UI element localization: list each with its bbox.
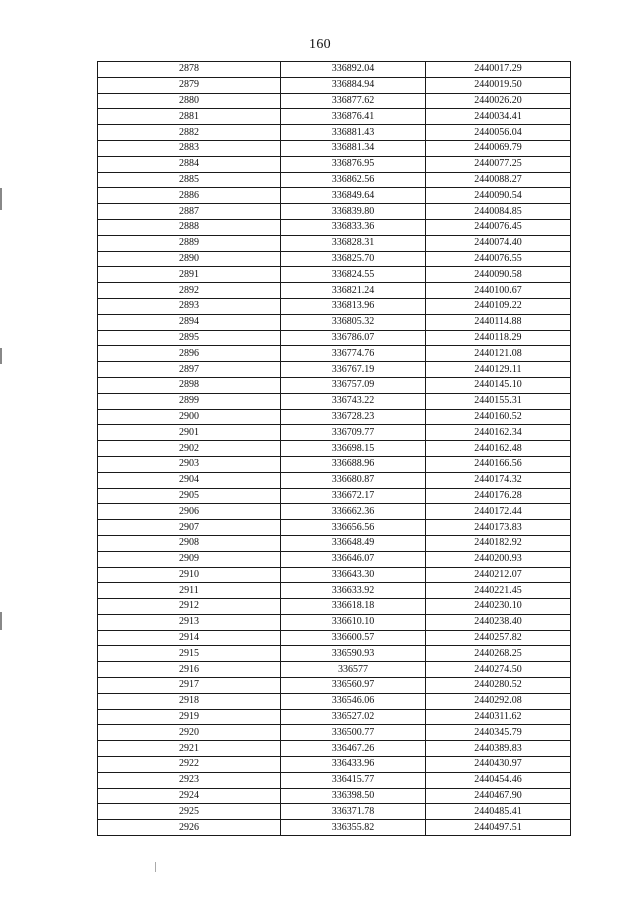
- table-row: [98, 630, 571, 646]
- table-row: [98, 709, 571, 725]
- x-coordinate-cell: 336877.62: [281, 93, 426, 109]
- x-coordinate-cell: 336821.24: [281, 283, 426, 299]
- x-coordinate-cell: 336433.96: [281, 757, 426, 773]
- table-row: [98, 140, 571, 156]
- y-coordinate-cell: 2440090.54: [426, 188, 571, 204]
- x-coordinate-cell: 336680.87: [281, 472, 426, 488]
- point-number-cell: 2909: [98, 551, 281, 567]
- x-coordinate-cell: 336618.18: [281, 599, 426, 615]
- y-coordinate-cell: 2440088.27: [426, 172, 571, 188]
- table-row: [98, 520, 571, 536]
- point-number-cell: 2908: [98, 535, 281, 551]
- left-edge-mark: [0, 188, 2, 210]
- table-row: [98, 283, 571, 299]
- x-coordinate-cell: 336527.02: [281, 709, 426, 725]
- table-row: [98, 267, 571, 283]
- point-number-cell: 2888: [98, 219, 281, 235]
- y-coordinate-cell: 2440084.85: [426, 204, 571, 220]
- point-number-cell: 2915: [98, 646, 281, 662]
- table-row: [98, 567, 571, 583]
- x-coordinate-cell: 336833.36: [281, 219, 426, 235]
- y-coordinate-cell: 2440121.08: [426, 346, 571, 362]
- point-number-cell: 2891: [98, 267, 281, 283]
- table-row: [98, 772, 571, 788]
- x-coordinate-cell: 336757.09: [281, 377, 426, 393]
- table-row: [98, 646, 571, 662]
- point-number-cell: 2897: [98, 362, 281, 378]
- point-number-cell: 2880: [98, 93, 281, 109]
- point-number-cell: 2914: [98, 630, 281, 646]
- point-number-cell: 2884: [98, 156, 281, 172]
- point-number-cell: 2900: [98, 409, 281, 425]
- point-number-cell: 2882: [98, 125, 281, 141]
- table-row: [98, 693, 571, 709]
- x-coordinate-cell: 336500.77: [281, 725, 426, 741]
- point-number-cell: 2917: [98, 678, 281, 694]
- point-number-cell: 2898: [98, 377, 281, 393]
- table-row: [98, 93, 571, 109]
- y-coordinate-cell: 2440166.56: [426, 456, 571, 472]
- point-number-cell: 2889: [98, 235, 281, 251]
- table-row: [98, 599, 571, 615]
- x-coordinate-cell: 336825.70: [281, 251, 426, 267]
- y-coordinate-cell: 2440292.08: [426, 693, 571, 709]
- table-row: [98, 362, 571, 378]
- point-number-cell: 2899: [98, 393, 281, 409]
- x-coordinate-cell: 336577: [281, 662, 426, 678]
- point-number-cell: 2879: [98, 77, 281, 93]
- y-coordinate-cell: 2440238.40: [426, 614, 571, 630]
- y-coordinate-cell: 2440485.41: [426, 804, 571, 820]
- x-coordinate-cell: 336560.97: [281, 678, 426, 694]
- point-number-cell: 2911: [98, 583, 281, 599]
- y-coordinate-cell: 2440280.52: [426, 678, 571, 694]
- table-row: [98, 741, 571, 757]
- table-row: [98, 504, 571, 520]
- table-row: [98, 125, 571, 141]
- table-row: [98, 204, 571, 220]
- table-row: [98, 551, 571, 567]
- table-row: [98, 172, 571, 188]
- y-coordinate-cell: 2440076.55: [426, 251, 571, 267]
- scan-tick-mark: [155, 862, 156, 872]
- table-row: [98, 346, 571, 362]
- y-coordinate-cell: 2440077.25: [426, 156, 571, 172]
- table-row: [98, 251, 571, 267]
- x-coordinate-cell: 336849.64: [281, 188, 426, 204]
- x-coordinate-cell: 336881.34: [281, 140, 426, 156]
- table-row: [98, 472, 571, 488]
- table-row: [98, 804, 571, 820]
- y-coordinate-cell: 2440174.32: [426, 472, 571, 488]
- table-row: [98, 456, 571, 472]
- point-number-cell: 2923: [98, 772, 281, 788]
- x-coordinate-cell: 336767.19: [281, 362, 426, 378]
- table-row: [98, 393, 571, 409]
- point-number-cell: 2886: [98, 188, 281, 204]
- y-coordinate-cell: 2440129.11: [426, 362, 571, 378]
- x-coordinate-cell: 336774.76: [281, 346, 426, 362]
- x-coordinate-cell: 336698.15: [281, 441, 426, 457]
- table-row: [98, 820, 571, 836]
- x-coordinate-cell: 336728.23: [281, 409, 426, 425]
- y-coordinate-cell: 2440173.83: [426, 520, 571, 536]
- x-coordinate-cell: 336805.32: [281, 314, 426, 330]
- x-coordinate-cell: 336656.56: [281, 520, 426, 536]
- y-coordinate-cell: 2440221.45: [426, 583, 571, 599]
- x-coordinate-cell: 336862.56: [281, 172, 426, 188]
- table-row: [98, 662, 571, 678]
- y-coordinate-cell: 2440176.28: [426, 488, 571, 504]
- table-row: [98, 235, 571, 251]
- table-row: [98, 298, 571, 314]
- point-number-cell: 2887: [98, 204, 281, 220]
- point-number-cell: 2925: [98, 804, 281, 820]
- y-coordinate-cell: 2440155.31: [426, 393, 571, 409]
- table-row: [98, 441, 571, 457]
- point-number-cell: 2905: [98, 488, 281, 504]
- y-coordinate-cell: 2440345.79: [426, 725, 571, 741]
- y-coordinate-cell: 2440090.58: [426, 267, 571, 283]
- point-number-cell: 2924: [98, 788, 281, 804]
- x-coordinate-cell: 336892.04: [281, 62, 426, 78]
- x-coordinate-cell: 336546.06: [281, 693, 426, 709]
- point-number-cell: 2890: [98, 251, 281, 267]
- table-row: [98, 535, 571, 551]
- point-number-cell: 2894: [98, 314, 281, 330]
- point-number-cell: 2895: [98, 330, 281, 346]
- point-number-cell: 2892: [98, 283, 281, 299]
- point-number-cell: 2902: [98, 441, 281, 457]
- point-number-cell: 2926: [98, 820, 281, 836]
- point-number-cell: 2903: [98, 456, 281, 472]
- table-row: [98, 425, 571, 441]
- point-number-cell: 2896: [98, 346, 281, 362]
- x-coordinate-cell: 336884.94: [281, 77, 426, 93]
- x-coordinate-cell: 336709.77: [281, 425, 426, 441]
- x-coordinate-cell: 336828.31: [281, 235, 426, 251]
- y-coordinate-cell: 2440069.79: [426, 140, 571, 156]
- y-coordinate-cell: 2440145.10: [426, 377, 571, 393]
- y-coordinate-cell: 2440017.29: [426, 62, 571, 78]
- point-number-cell: 2920: [98, 725, 281, 741]
- table-row: [98, 377, 571, 393]
- x-coordinate-cell: 336824.55: [281, 267, 426, 283]
- table-row: [98, 314, 571, 330]
- x-coordinate-cell: 336688.96: [281, 456, 426, 472]
- table-row: [98, 409, 571, 425]
- y-coordinate-cell: 2440109.22: [426, 298, 571, 314]
- table-row: [98, 583, 571, 599]
- point-number-cell: 2906: [98, 504, 281, 520]
- x-coordinate-cell: 336672.17: [281, 488, 426, 504]
- point-number-cell: 2878: [98, 62, 281, 78]
- table-row: [98, 330, 571, 346]
- x-coordinate-cell: 336813.96: [281, 298, 426, 314]
- y-coordinate-cell: 2440026.20: [426, 93, 571, 109]
- x-coordinate-cell: 336355.82: [281, 820, 426, 836]
- coordinate-table: [97, 61, 571, 836]
- page-number: 160: [309, 37, 331, 52]
- point-number-cell: 2901: [98, 425, 281, 441]
- point-number-cell: 2912: [98, 599, 281, 615]
- y-coordinate-cell: 2440268.25: [426, 646, 571, 662]
- table-row: [98, 757, 571, 773]
- point-number-cell: 2922: [98, 757, 281, 773]
- table-row: [98, 62, 571, 78]
- y-coordinate-cell: 2440162.48: [426, 441, 571, 457]
- y-coordinate-cell: 2440200.93: [426, 551, 571, 567]
- y-coordinate-cell: 2440100.67: [426, 283, 571, 299]
- y-coordinate-cell: 2440114.88: [426, 314, 571, 330]
- left-edge-mark: [0, 348, 2, 364]
- x-coordinate-cell: 336633.92: [281, 583, 426, 599]
- y-coordinate-cell: 2440454.46: [426, 772, 571, 788]
- x-coordinate-cell: 336881.43: [281, 125, 426, 141]
- y-coordinate-cell: 2440172.44: [426, 504, 571, 520]
- x-coordinate-cell: 336876.41: [281, 109, 426, 125]
- y-coordinate-cell: 2440230.10: [426, 599, 571, 615]
- table-row: [98, 488, 571, 504]
- x-coordinate-cell: 336839.80: [281, 204, 426, 220]
- y-coordinate-cell: 2440076.45: [426, 219, 571, 235]
- point-number-cell: 2916: [98, 662, 281, 678]
- left-edge-mark: [0, 612, 2, 630]
- y-coordinate-cell: 2440430.97: [426, 757, 571, 773]
- table-row: [98, 188, 571, 204]
- y-coordinate-cell: 2440182.92: [426, 535, 571, 551]
- point-number-cell: 2921: [98, 741, 281, 757]
- y-coordinate-cell: 2440467.90: [426, 788, 571, 804]
- y-coordinate-cell: 2440118.29: [426, 330, 571, 346]
- table-row: [98, 109, 571, 125]
- point-number-cell: 2904: [98, 472, 281, 488]
- point-number-cell: 2883: [98, 140, 281, 156]
- x-coordinate-cell: 336876.95: [281, 156, 426, 172]
- point-number-cell: 2907: [98, 520, 281, 536]
- table-row: [98, 219, 571, 235]
- y-coordinate-cell: 2440311.62: [426, 709, 571, 725]
- x-coordinate-cell: 336643.30: [281, 567, 426, 583]
- table-row: [98, 614, 571, 630]
- table-row: [98, 678, 571, 694]
- table-row: [98, 77, 571, 93]
- point-number-cell: 2881: [98, 109, 281, 125]
- x-coordinate-cell: 336662.36: [281, 504, 426, 520]
- coordinate-table-body: [98, 62, 571, 836]
- point-number-cell: 2913: [98, 614, 281, 630]
- x-coordinate-cell: 336646.07: [281, 551, 426, 567]
- y-coordinate-cell: 2440034.41: [426, 109, 571, 125]
- table-row: [98, 788, 571, 804]
- y-coordinate-cell: 2440389.83: [426, 741, 571, 757]
- x-coordinate-cell: 336743.22: [281, 393, 426, 409]
- point-number-cell: 2919: [98, 709, 281, 725]
- x-coordinate-cell: 336610.10: [281, 614, 426, 630]
- x-coordinate-cell: 336371.78: [281, 804, 426, 820]
- point-number-cell: 2893: [98, 298, 281, 314]
- y-coordinate-cell: 2440162.34: [426, 425, 571, 441]
- table-row: [98, 156, 571, 172]
- x-coordinate-cell: 336648.49: [281, 535, 426, 551]
- point-number-cell: 2918: [98, 693, 281, 709]
- point-number-cell: 2910: [98, 567, 281, 583]
- x-coordinate-cell: 336415.77: [281, 772, 426, 788]
- y-coordinate-cell: 2440160.52: [426, 409, 571, 425]
- y-coordinate-cell: 2440019.50: [426, 77, 571, 93]
- x-coordinate-cell: 336467.26: [281, 741, 426, 757]
- x-coordinate-cell: 336398.50: [281, 788, 426, 804]
- x-coordinate-cell: 336590.93: [281, 646, 426, 662]
- y-coordinate-cell: 2440056.04: [426, 125, 571, 141]
- y-coordinate-cell: 2440497.51: [426, 820, 571, 836]
- x-coordinate-cell: 336600.57: [281, 630, 426, 646]
- y-coordinate-cell: 2440212.07: [426, 567, 571, 583]
- y-coordinate-cell: 2440274.50: [426, 662, 571, 678]
- table-row: [98, 725, 571, 741]
- x-coordinate-cell: 336786.07: [281, 330, 426, 346]
- y-coordinate-cell: 2440074.40: [426, 235, 571, 251]
- point-number-cell: 2885: [98, 172, 281, 188]
- y-coordinate-cell: 2440257.82: [426, 630, 571, 646]
